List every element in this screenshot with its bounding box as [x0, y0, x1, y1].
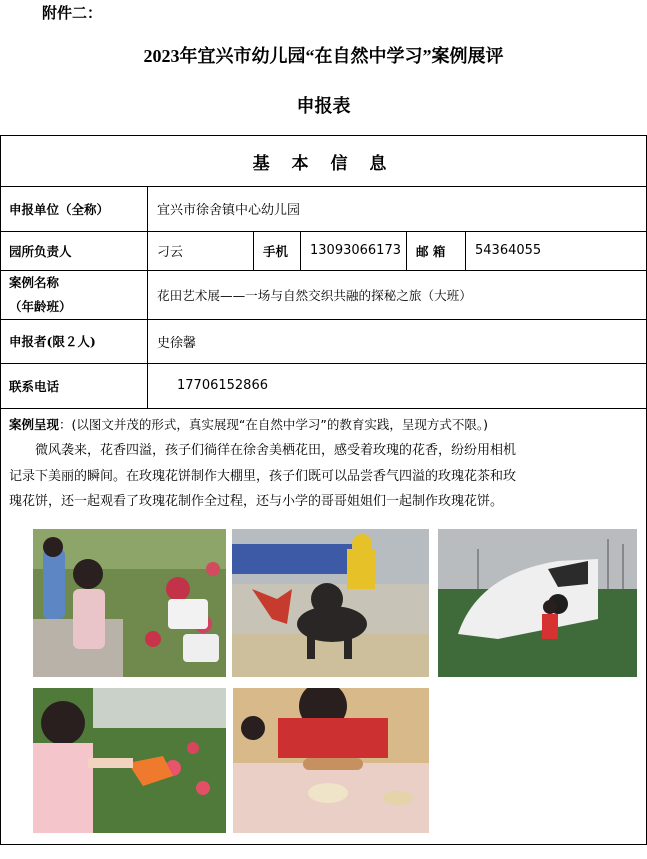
document-title: 2023年宜兴市幼儿园“在自然中学习”案例展评	[143, 46, 504, 66]
divider	[300, 231, 301, 270]
case-presentation-label: 案例呈现	[9, 417, 60, 432]
photo-girl-with-dog-sculpture	[232, 529, 429, 677]
case-presentation-heading	[9, 412, 638, 438]
email-label: 邮 箱	[416, 243, 446, 259]
phone-value: 13093066173	[310, 243, 401, 258]
photo-girl-watering-roses	[33, 688, 226, 833]
applicant-label: 申报者(限２人)	[9, 334, 96, 349]
photo-girl-rolling-dough	[233, 688, 429, 833]
divider	[465, 231, 466, 270]
paragraph-line: 微风袭来，花香四溢，孩子们徜徉在徐舍美栖花田，感受着玫瑰的花香，纷纷用相机	[35, 443, 517, 458]
document-subtitle: 申报表	[296, 96, 351, 116]
divider	[1, 408, 646, 409]
case-name-value: 花田艺术展——一场与自然交织共融的探秘之旅（大班）	[157, 288, 472, 303]
case-name-label: 案例名称	[9, 275, 60, 290]
divider	[1, 319, 646, 320]
contact-label: 联系电话	[9, 378, 60, 394]
email-value: 54364055	[475, 243, 542, 258]
unit-label: 申报单位（全称）	[9, 201, 110, 217]
attachment-label: 附件二：	[42, 4, 103, 22]
head-label: 园所负责人	[9, 243, 72, 259]
phone-label: 手机	[263, 243, 289, 259]
unit-value: 宜兴市徐舍镇中心幼儿园	[157, 203, 301, 218]
application-form	[0, 135, 647, 845]
case-paragraph	[9, 438, 638, 515]
paragraph-line: 瑰花饼，还一起观看了玫瑰花制作全过程，还与小学的哥哥姐姐们一起制作玫瑰花饼。	[9, 494, 504, 509]
divider	[253, 231, 254, 270]
applicant-value: 史徐馨	[157, 335, 197, 351]
contact-value: 17706152866	[177, 378, 268, 393]
photo-girl-with-train-sculpture	[438, 529, 637, 677]
photo-children-with-flower-signs	[33, 529, 226, 677]
divider	[406, 231, 407, 270]
case-presentation-instruction: ：(以图文并茂的形式，真实展现“在自然中学习”的教育实践，呈现方式不限。)	[59, 417, 488, 432]
divider	[1, 363, 646, 364]
head-value: 刁云	[157, 245, 184, 260]
divider	[147, 186, 148, 408]
paragraph-line: 记录下美丽的瞬间。在玫瑰花饼制作大棚里，孩子们既可以品尝香气四溢的玫瑰花茶和玫	[9, 468, 517, 484]
section-header: 基 本 信 息	[252, 153, 395, 174]
age-class-label: （年龄班）	[9, 299, 72, 314]
